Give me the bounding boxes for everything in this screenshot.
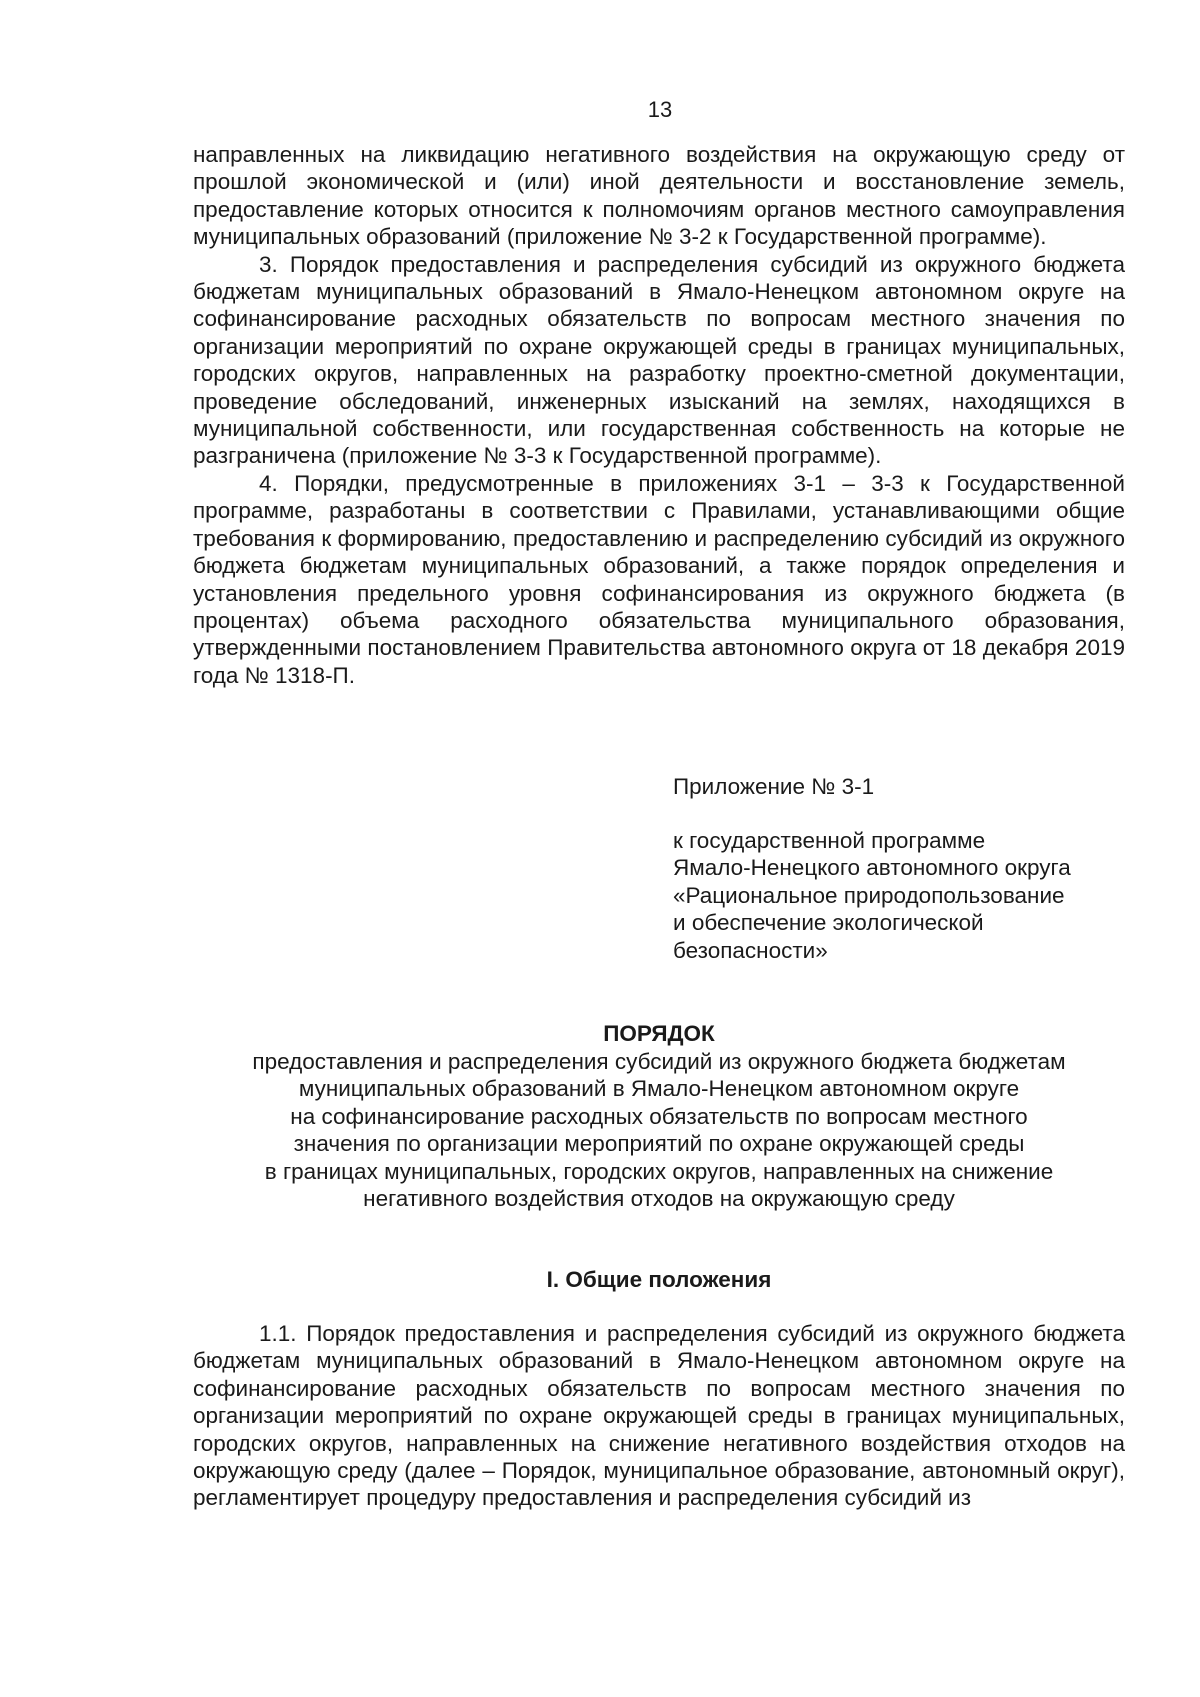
appendix-line: «Рациональное природопользование <box>673 882 1065 908</box>
paragraph-continuation: направленных на ликвидацию негативного воздействия на окружающую среду от прошлой экономической и (или) иной деятельности и восстановление земель, предоставление которых относится к полномочиям органов местного самоуправления муниципальных образований (приложение № 3-2 к Государственной программе). <box>193 142 1125 250</box>
order-subtitle-line: муниципальных образований в Ямало-Ненецком автономном округе <box>298 1076 1020 1102</box>
page-number: 13 <box>647 97 673 122</box>
appendix-title: Приложение № 3-1 <box>673 774 875 799</box>
paragraph-1-1: 1.1. Порядок предоставления и распределения субсидий из окружного бюджета бюджетам муниципальных образований в Ямало-Ненецком автономном округе на софинансирование расходных обязательств по вопросам местного значения по организации мероприятий по охране окружающей среды в границах муниципальных, городских округов, направленных на снижение негативного воздействия отходов на окружающую среду (далее – Порядок, муниципальное образование, автономный округ), регламентирует процедуру предоставления и распределения субсидий из <box>193 1321 1125 1511</box>
appendix-line: безопасности» <box>673 937 828 963</box>
order-subtitle-line: негативного воздействия отходов на окружающую среду <box>363 1186 955 1212</box>
appendix-line: и обеспечение экологической <box>673 910 984 936</box>
order-heading: ПОРЯДОК <box>603 1021 715 1046</box>
order-subtitle-line: предоставления и распределения субсидий из окружного бюджета бюджетам <box>252 1049 1066 1074</box>
appendix-description <box>673 827 1153 964</box>
section-heading: I. Общие положения <box>546 1267 772 1292</box>
appendix-line: к государственной программе <box>673 828 986 853</box>
order-subtitle-line: в границах муниципальных, городских округов, направленных на снижение <box>264 1158 1054 1184</box>
paragraph-3: 3. Порядок предоставления и распределения субсидий из окружного бюджета бюджетам муниципальных образований в Ямало-Ненецком автономном округе на софинансирование расходных обязательств по вопросам местного значения по организации мероприятий по охране окружающей среды в границах муниципальных, городских округов, направленных на разработку проектно-сметной документации, проведение обследований, инженерных изысканий на землях, находящихся в муниципальной собственности, или государственная собственность на которые не разграничена (приложение № 3-3 к Государственной программе). <box>193 251 1125 469</box>
paragraph-4: 4. Порядки, предусмотренные в приложениях 3-1 – 3-3 к Государственной программе, разработаны в соответствии с Правилами, устанавливающими общие требования к формированию, предоставлению и распределению субсидий из окружного бюджета бюджетам муниципальных образований, а также порядок определения и установления предельного уровня софинансирования из окружного бюджета (в процентах) объема расходного обязательства муниципального образования, утвержденными постановлением Правительства автономного округа от 18 декабря 2019 года № 1318-П. <box>193 470 1125 688</box>
order-subtitle <box>193 1048 1125 1212</box>
body-text-top <box>193 141 1125 689</box>
order-subtitle-line: на софинансирование расходных обязательств по вопросам местного <box>290 1103 1028 1129</box>
body-text-section <box>193 1320 1125 1512</box>
order-subtitle-line: значения по организации мероприятий по охране окружающей среды <box>293 1131 1025 1157</box>
appendix-line: Ямало-Ненецкого автономного округа <box>673 855 1071 881</box>
